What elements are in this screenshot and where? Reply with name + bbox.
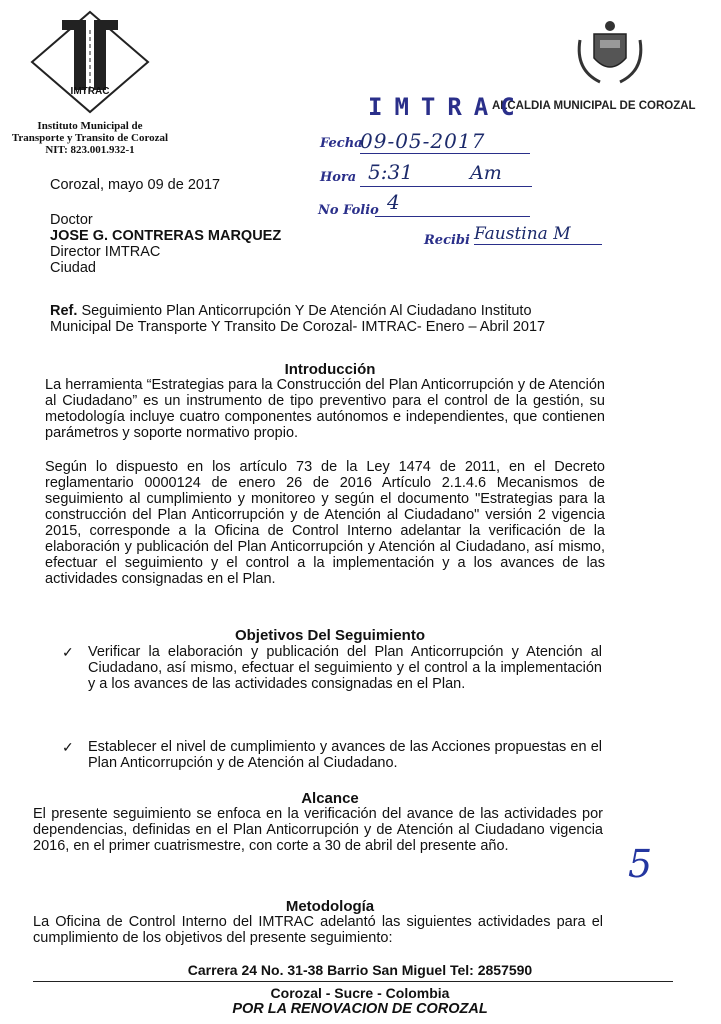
objectives-title: Objetivos Del Seguimiento xyxy=(234,627,426,644)
ref-label: Ref. xyxy=(50,303,78,319)
stamp-hora-value: 5:31 xyxy=(368,160,413,184)
coat-of-arms-icon xyxy=(570,10,650,90)
stamp-fecha-value: 09-05-2017 xyxy=(360,129,530,154)
footer-slogan: POR LA RENOVACION DE COROZAL xyxy=(232,1001,488,1017)
reference xyxy=(50,303,590,335)
objective-1-text: Verificar la elaboración y publicación del Plan Anticorrupción y Atención al Ciudadano, así mismo, efectuar el seguimiento y el control a la implementación y a los avances de las actividades consignadas en el Plan. xyxy=(88,644,602,692)
recipient-block xyxy=(50,212,281,276)
margin-mark: 5 xyxy=(628,842,653,886)
recipient-city: Ciudad xyxy=(50,260,96,276)
place-date: Corozal, mayo 09 de 2017 xyxy=(50,177,221,193)
stamp-hora-label: Hora xyxy=(320,170,357,185)
intro-paragraph-1: La herramienta “Estrategias para la Construcción del Plan Anticorrupción y de Atención al Ciudadano” es un instrumento de tipo preventivo para el control de la gestión, su metodología incluye cuatro componentes autónomos e independientes, que contienen parámetros y soporte normativo propio. xyxy=(45,377,605,441)
check-icon: ✓ xyxy=(62,739,74,755)
institution-name-2: Transporte y Transito de Corozal xyxy=(11,132,169,144)
logo-text: IMTRAC xyxy=(70,86,110,97)
imtrac-logo xyxy=(30,10,150,115)
method-title: Metodología xyxy=(285,898,375,915)
intro-title: Introducción xyxy=(284,361,376,378)
method-paragraph: La Oficina de Control Interno del IMTRAC adelantó las siguientes actividades para el cumplimiento de los objetivos del presente seguimiento: xyxy=(33,914,603,946)
stamp-folio-field xyxy=(375,192,530,217)
objective-2-text: Establecer el nivel de cumplimiento y avances de las Acciones propuestas en el Plan Anticorrupción y de Atención al Ciudadano. xyxy=(88,739,602,771)
stamp-hora-field xyxy=(360,160,532,187)
stamp-hora-ampm: Am xyxy=(470,162,502,184)
intro-paragraph-2: Según lo dispuesto en los artículo 73 de la Ley 1474 de 2011, en el Decreto reglamentario 0000124 de enero 26 de 2016 Artículo 2.1.4.6 Mecanismos de seguimiento al cumplimiento y monitoreo y según el documento "Estrategias para la construcción del Plan Anticorrupción y de Atención al Ciudadano" versión 2 vigencia 2015, corresponde a la Oficina de Control Interno adelantar la verificación de la elaboración y publicación del Plan Anticorrupción y Atención al Ciudadano, así mismo, efectuar el seguimiento y el control a la implementación y a los avances de las actividades consignadas en el Plan. xyxy=(45,459,605,587)
objective-1 xyxy=(62,644,602,692)
salutation: Doctor xyxy=(50,212,93,228)
recipient-title: Director IMTRAC xyxy=(50,244,161,260)
institution-nit: NIT: 823.001.932-1 xyxy=(45,144,135,156)
stamp-folio-label: No Folio xyxy=(318,203,379,218)
footer-location: Corozal - Sucre - Colombia xyxy=(270,985,450,1001)
recipient-name: JOSE G. CONTRERAS MARQUEZ xyxy=(50,228,282,244)
stamp-fecha-label: Fecha xyxy=(320,136,363,151)
footer-address: Carrera 24 No. 31-38 Barrio San Miguel Tel: 2857590 xyxy=(187,962,533,978)
stamp-recibi-label: Recibi xyxy=(424,233,470,248)
alcaldia-label: ALCALDIA MUNICIPAL DE COROZAL xyxy=(492,100,696,112)
stamp-header: IMTRAC xyxy=(368,93,527,121)
scope-paragraph: El presente seguimiento se enfoca en la verificación del avance de las actividades por dependencias, definidas en el Plan Anticorrupción y de Atención al Ciudadano vigencia 2016, en el primer cuatrismestre, con corte a 30 de abril del presente año. xyxy=(33,806,603,854)
scope-title: Alcance xyxy=(301,790,359,807)
institution-name-1: Instituto Municipal de xyxy=(37,120,143,132)
ref-text: Seguimiento Plan Anticorrupción Y De Atención Al Ciudadano Instituto Municipal De Transporte Y Transito De Corozal- IMTRAC- Enero – Abril 2017 xyxy=(50,303,546,335)
check-icon: ✓ xyxy=(62,644,74,660)
stamp-recibi-value: Faustina M xyxy=(474,224,602,245)
stamp-folio-value: 4 xyxy=(387,190,400,214)
objective-2 xyxy=(62,739,602,771)
institution-block xyxy=(0,120,180,156)
footer-rule xyxy=(33,981,673,982)
